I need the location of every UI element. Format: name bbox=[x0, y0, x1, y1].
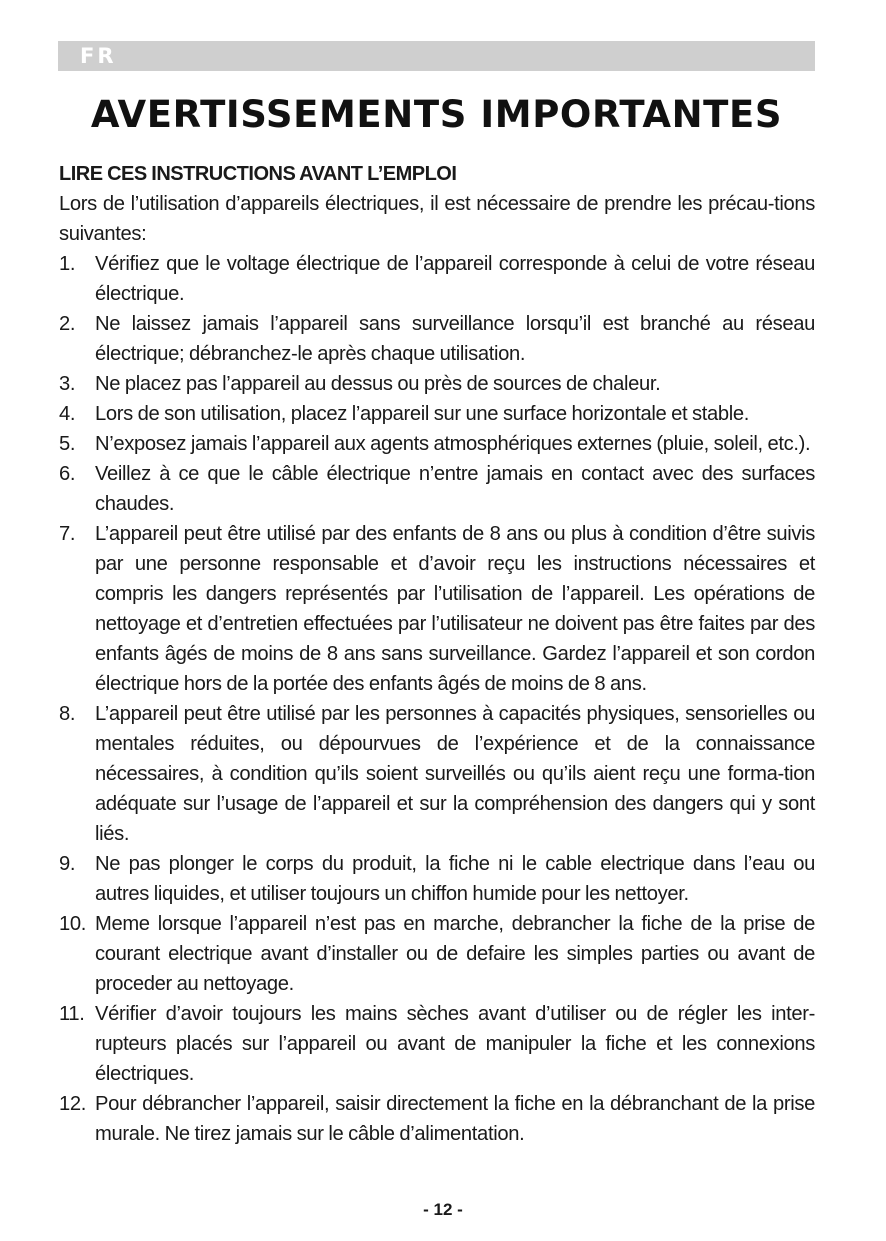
list-item bbox=[59, 249, 815, 309]
list-item bbox=[59, 999, 815, 1089]
language-code: FR bbox=[80, 44, 117, 68]
list-item-number: 11. bbox=[59, 1003, 85, 1025]
list-item bbox=[59, 309, 815, 369]
list-item-number: 6. bbox=[59, 463, 76, 485]
language-bar bbox=[58, 41, 815, 71]
list-item bbox=[59, 699, 815, 849]
list-item-text: N’exposez jamais l’appareil aux agents atmosphériques externes (pluie, soleil, etc.). bbox=[95, 433, 811, 455]
list-item-text: Meme lorsque l’appareil n’est pas en marche, debrancher la fiche de la prise de courant electrique avant d’installer ou de defaire les simples parties ou avant de proceder au nettoyage. bbox=[95, 913, 815, 995]
list-item-text: Ne placez pas l’appareil au dessus ou près de sources de chaleur. bbox=[95, 373, 661, 395]
intro-paragraph: Lors de l’utilisation d’appareils électriques, il est nécessaire de prendre les précau-tions suivantes: bbox=[59, 193, 815, 245]
page-title: AVERTISSEMENTS IMPORTANTES bbox=[90, 93, 783, 136]
list-item-number: 12. bbox=[59, 1093, 87, 1115]
list-item-number: 8. bbox=[59, 703, 76, 725]
list-item bbox=[59, 459, 815, 519]
list-item bbox=[59, 429, 815, 459]
list-item bbox=[59, 849, 815, 909]
list-item bbox=[59, 1089, 815, 1149]
list-item-number: 7. bbox=[59, 523, 76, 545]
list-item bbox=[59, 519, 815, 699]
list-item-text: Ne pas plonger le corps du produit, la fiche ni le cable electrique dans l’eau ou autres liquides, et utiliser toujours un chiffon humide pour les nettoyer. bbox=[95, 853, 815, 905]
list-item-number: 5. bbox=[59, 433, 76, 455]
list-item-number: 2. bbox=[59, 313, 76, 335]
list-item-number: 3. bbox=[59, 373, 76, 395]
list-item-text: Ne laissez jamais l’appareil sans surveillance lorsqu’il est branché au réseau électrique; débranchez-le après chaque utilisation. bbox=[95, 313, 815, 365]
list-item-text: Lors de son utilisation, placez l’appareil sur une surface horizontale et stable. bbox=[95, 403, 750, 425]
list-item-number: 10. bbox=[59, 913, 87, 935]
page-number: - 12 - bbox=[423, 1200, 463, 1219]
list-item-number: 4. bbox=[59, 403, 76, 425]
list-item-number: 9. bbox=[59, 853, 76, 875]
list-item-text: Vérifiez que le voltage électrique de l’appareil corresponde à celui de votre réseau électrique. bbox=[95, 253, 815, 305]
list-item-text: Vérifier d’avoir toujours les mains sèches avant d’utiliser ou de régler les inter-rupteurs placés sur l’appareil ou avant de manipuler la fiche et les connexions électriques. bbox=[95, 1003, 815, 1085]
list-item bbox=[59, 909, 815, 999]
section-heading: LIRE CES INSTRUCTIONS AVANT L’EMPLOI bbox=[59, 163, 457, 185]
list-item-text: Veillez à ce que le câble électrique n’entre jamais en contact avec des surfaces chaudes. bbox=[95, 463, 815, 515]
list-item bbox=[59, 369, 815, 399]
list-item bbox=[59, 399, 815, 429]
warnings-list bbox=[59, 249, 815, 1149]
list-item-number: 1. bbox=[59, 253, 76, 275]
list-item-text: Pour débrancher l’appareil, saisir directement la fiche en la débranchant de la prise murale. Ne tirez jamais sur le câble d’alimentation. bbox=[95, 1093, 815, 1145]
document-body bbox=[59, 159, 815, 1149]
list-item-text: L’appareil peut être utilisé par des enfants de 8 ans ou plus à condition d’être suivis par une personne responsable et d’avoir reçu les instructions nécessaires et compris les dangers représentés par l’utilisation de l’appareil. Les opérations de nettoyage et d’entretien effectuées par l’utilisateur ne doivent pas être faites par des enfants âgés de moins de 8 ans sans surveillance. Gardez l’appareil et son cordon électrique hors de la portée des enfants âgés de moins de 8 ans. bbox=[95, 523, 815, 695]
list-item-text: L’appareil peut être utilisé par les personnes à capacités physiques, sensorielles ou mentales réduites, ou dépourvues de l’expérience et de la connaissance nécessaires, à condition qu’ils soient surveillés ou qu’ils aient reçu une forma-tion adéquate sur l’usage de l’appareil et sur la compréhension des dangers qui y sont liés. bbox=[95, 703, 815, 845]
